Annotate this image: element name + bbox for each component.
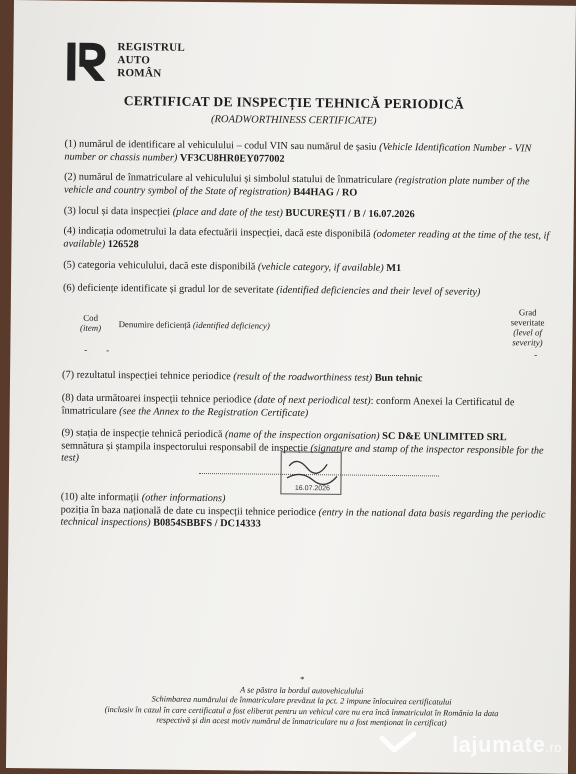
table-row-severity: - (534, 349, 538, 360)
footer-line-1: A se păstra la bordul autovehiculului (240, 684, 364, 696)
station-value: SC D&E UNLIMITED SRL (382, 430, 507, 444)
footer-line-2: Schimbarea numărului de înmatriculare prevăzut la pct. 2 impune înlocuirea certificatului (151, 694, 452, 707)
item-result: (7) rezultatul inspecției tehnice periodice (result of the roadworthiness test) Bun tehnic (62, 369, 423, 385)
brand-line-3: ROMÂN (117, 67, 162, 80)
table-header-deficiency: Denumire deficiență (identified deficiency) (118, 319, 270, 331)
table-header-cod: Cod (item) (80, 312, 102, 333)
footer-notes (66, 673, 537, 730)
item-deficiencies: (6) deficiențe identificate și gradul lor de severitate (identified deficiencies and their level of severity) (62, 282, 481, 298)
brand-line-2: AUTO (117, 54, 151, 67)
brand-line-1: REGISTRUL (117, 41, 186, 54)
item-other-info: (10) alte informații (other informations) poziția în baza națională de date cu inspecții tehnice periodice (entry in the national data basis regarding the periodic technical inspections) B0854SBBFS / DC14333 (60, 491, 546, 530)
certificate-page (6, 0, 576, 774)
table-row-deficiency: - (106, 344, 110, 356)
item-odometer: (4) indicația odometrului la data efectuării inspecției, dacă este disponibilă (odometer reading at the time of the test, if available) 126528 (63, 225, 550, 250)
footer-star: * (299, 675, 305, 685)
document-subtitle: (ROADWORTHINESS CERTIFICATE) (210, 114, 377, 127)
footer-line-3: (inclusiv în cazul în care certificatul a fost eliberat pentru un vehicul care nu era încă înmatriculat în România la data (104, 704, 499, 718)
odometer-value: 126528 (107, 238, 139, 250)
category-value: M1 (386, 262, 402, 275)
footer-line-4: respectivă și din acest motiv numărul de înmatriculare nu a fost menționat în certificat) (156, 715, 447, 728)
item-next-test: (8) data următoarei inspecții tehnice periodice (date of next periodical test): conform Anexei la Certificatul de înmatriculare (see the Annex to the Registration Certificate) (61, 392, 515, 419)
item-vin: (1) numărul de identificare al vehiculului – codul VIN sau numărul de șasiu (Vehicle Identification Number - VIN number or chassis number) VF3CU8HR0EY077002 (64, 138, 532, 165)
database-entry-value: B0854SBBFS / DC14333 (153, 517, 261, 530)
table-row-cod: - (84, 344, 88, 355)
item-registration: (2) numărul de înmatriculare al vehiculului și simbolul statului de înmatriculare (registration plate number of the vehicle and country symbol of the State of registration) B44HAG / RO (63, 171, 530, 199)
result-value: Bun tehnic (374, 372, 423, 385)
place-date-value: BUCUREȘTI / B / 16.07.2026 (285, 207, 415, 221)
table-header-severity: Grad severitate (level of severity) (510, 307, 545, 348)
lajumate-logo-icon (378, 730, 418, 756)
item-place-date: (3) locul și data inspecției (place and date of the test) BUCUREȘTI / B / 16.07.2026 (63, 205, 415, 221)
registration-value: B44HAG / RO (293, 186, 358, 199)
item-inspection-station: (9) stația de inspecție tehnică periodică (name of the inspection organisation) SC D&E UNLIMITED SRL semnătura și ștampila inspectorului responsabil de inspecție (signature and stamp of the inspector responsible for the test) (61, 427, 544, 464)
watermark-tld: .ro (545, 740, 562, 755)
watermark (452, 732, 562, 758)
watermark-name: lajumate (452, 732, 546, 757)
rar-logo-icon (65, 41, 107, 83)
brand-name (117, 41, 185, 81)
item-category: (5) categoria vehiculului, dacă este disponibilă (vehicle category, if available) M1 (63, 259, 402, 275)
inspector-stamp-icon (277, 448, 346, 499)
stamp-date: 16.07.2026 (294, 484, 330, 493)
vin-value: VF3CU8HR0EY077002 (179, 152, 285, 165)
document-title: CERTIFICAT DE INSPECȚIE TEHNICĂ PERIODICĂ (123, 93, 465, 112)
